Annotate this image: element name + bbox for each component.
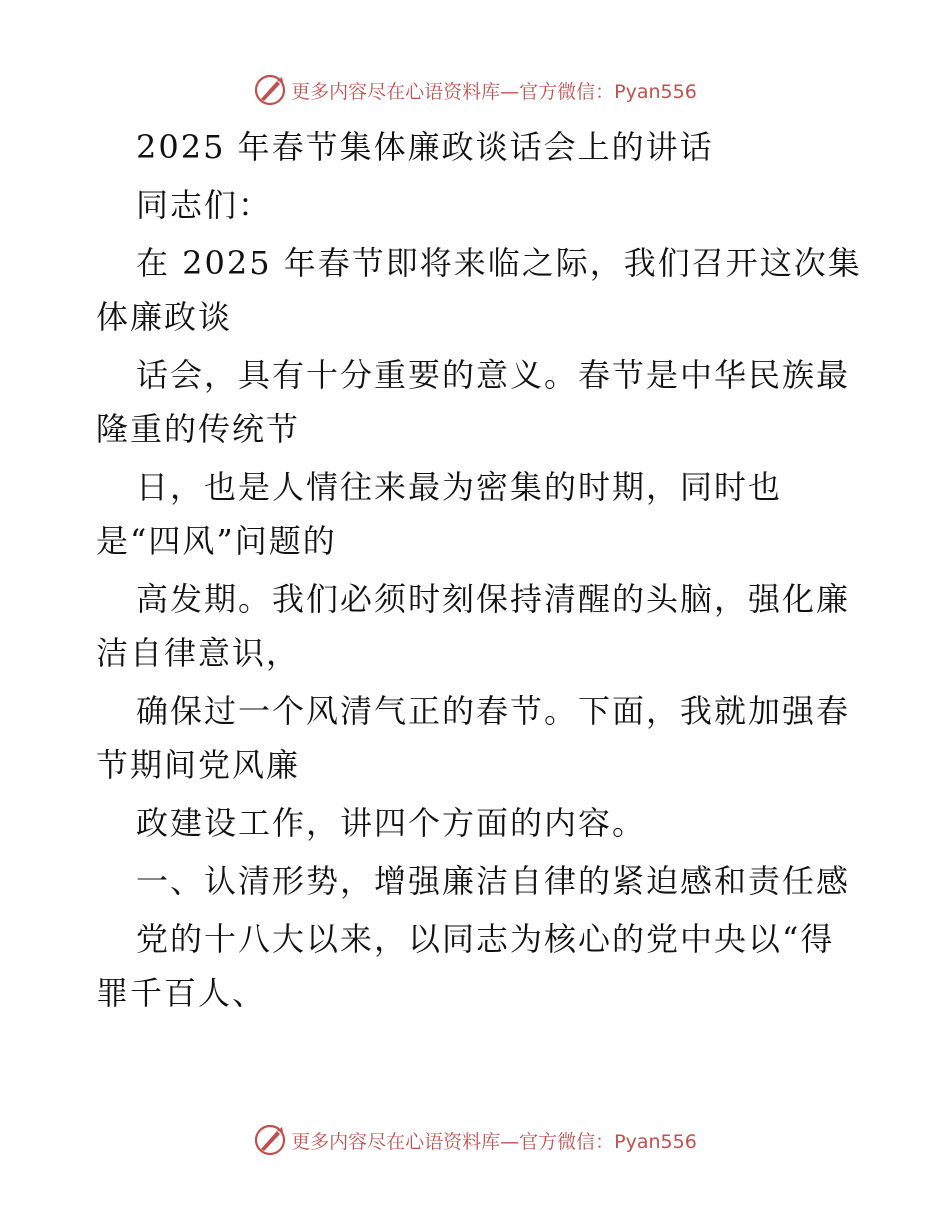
document-title: 2025 年春节集体廉政谈话会上的讲话 <box>136 128 714 166</box>
paragraph-line: 体廉政谈 <box>96 298 233 336</box>
paragraph-line: 是“四风”问题的 <box>96 522 337 560</box>
paragraph-line: 在 2025 年春节即将来临之际，我们召开这次集 <box>136 244 862 282</box>
paragraph-line: 隆重的传统节 <box>96 410 301 448</box>
paragraph-line: 话会，具有十分重要的意义。春节是中华民族最 <box>136 356 851 394</box>
quill-pen-logo-icon <box>253 1123 287 1157</box>
paragraph-line: 确保过一个风清气正的春节。下面，我就加强春 <box>136 692 851 730</box>
header-banner-text: 更多内容尽在心语资料库—官方微信：Pyan556 <box>291 80 697 103</box>
paragraph-line: 节期间党风廉 <box>96 746 301 784</box>
paragraph-line: 罪千百人、 <box>96 974 267 1012</box>
paragraph-line: 政建设工作，讲四个方面的内容。 <box>136 804 647 842</box>
paragraph-line: 高发期。我们必须时刻保持清醒的头脑，强化廉 <box>136 580 851 618</box>
footer-banner-text: 更多内容尽在心语资料库—官方微信：Pyan556 <box>291 1130 697 1153</box>
footer-banner <box>0 1120 950 1160</box>
paragraph-line: 日，也是人情往来最为密集的时期，同时也 <box>136 468 783 506</box>
section-heading: 一、认清形势，增强廉洁自律的紧迫感和责任感 <box>136 862 851 900</box>
paragraph-line: 洁自律意识， <box>96 634 301 672</box>
paragraph-line: 党的十八大以来，以同志为核心的党中央以“得 <box>136 920 835 958</box>
salutation: 同志们： <box>136 186 273 224</box>
document-body <box>96 120 862 1020</box>
header-banner <box>0 70 950 110</box>
quill-pen-logo-icon <box>253 73 287 107</box>
